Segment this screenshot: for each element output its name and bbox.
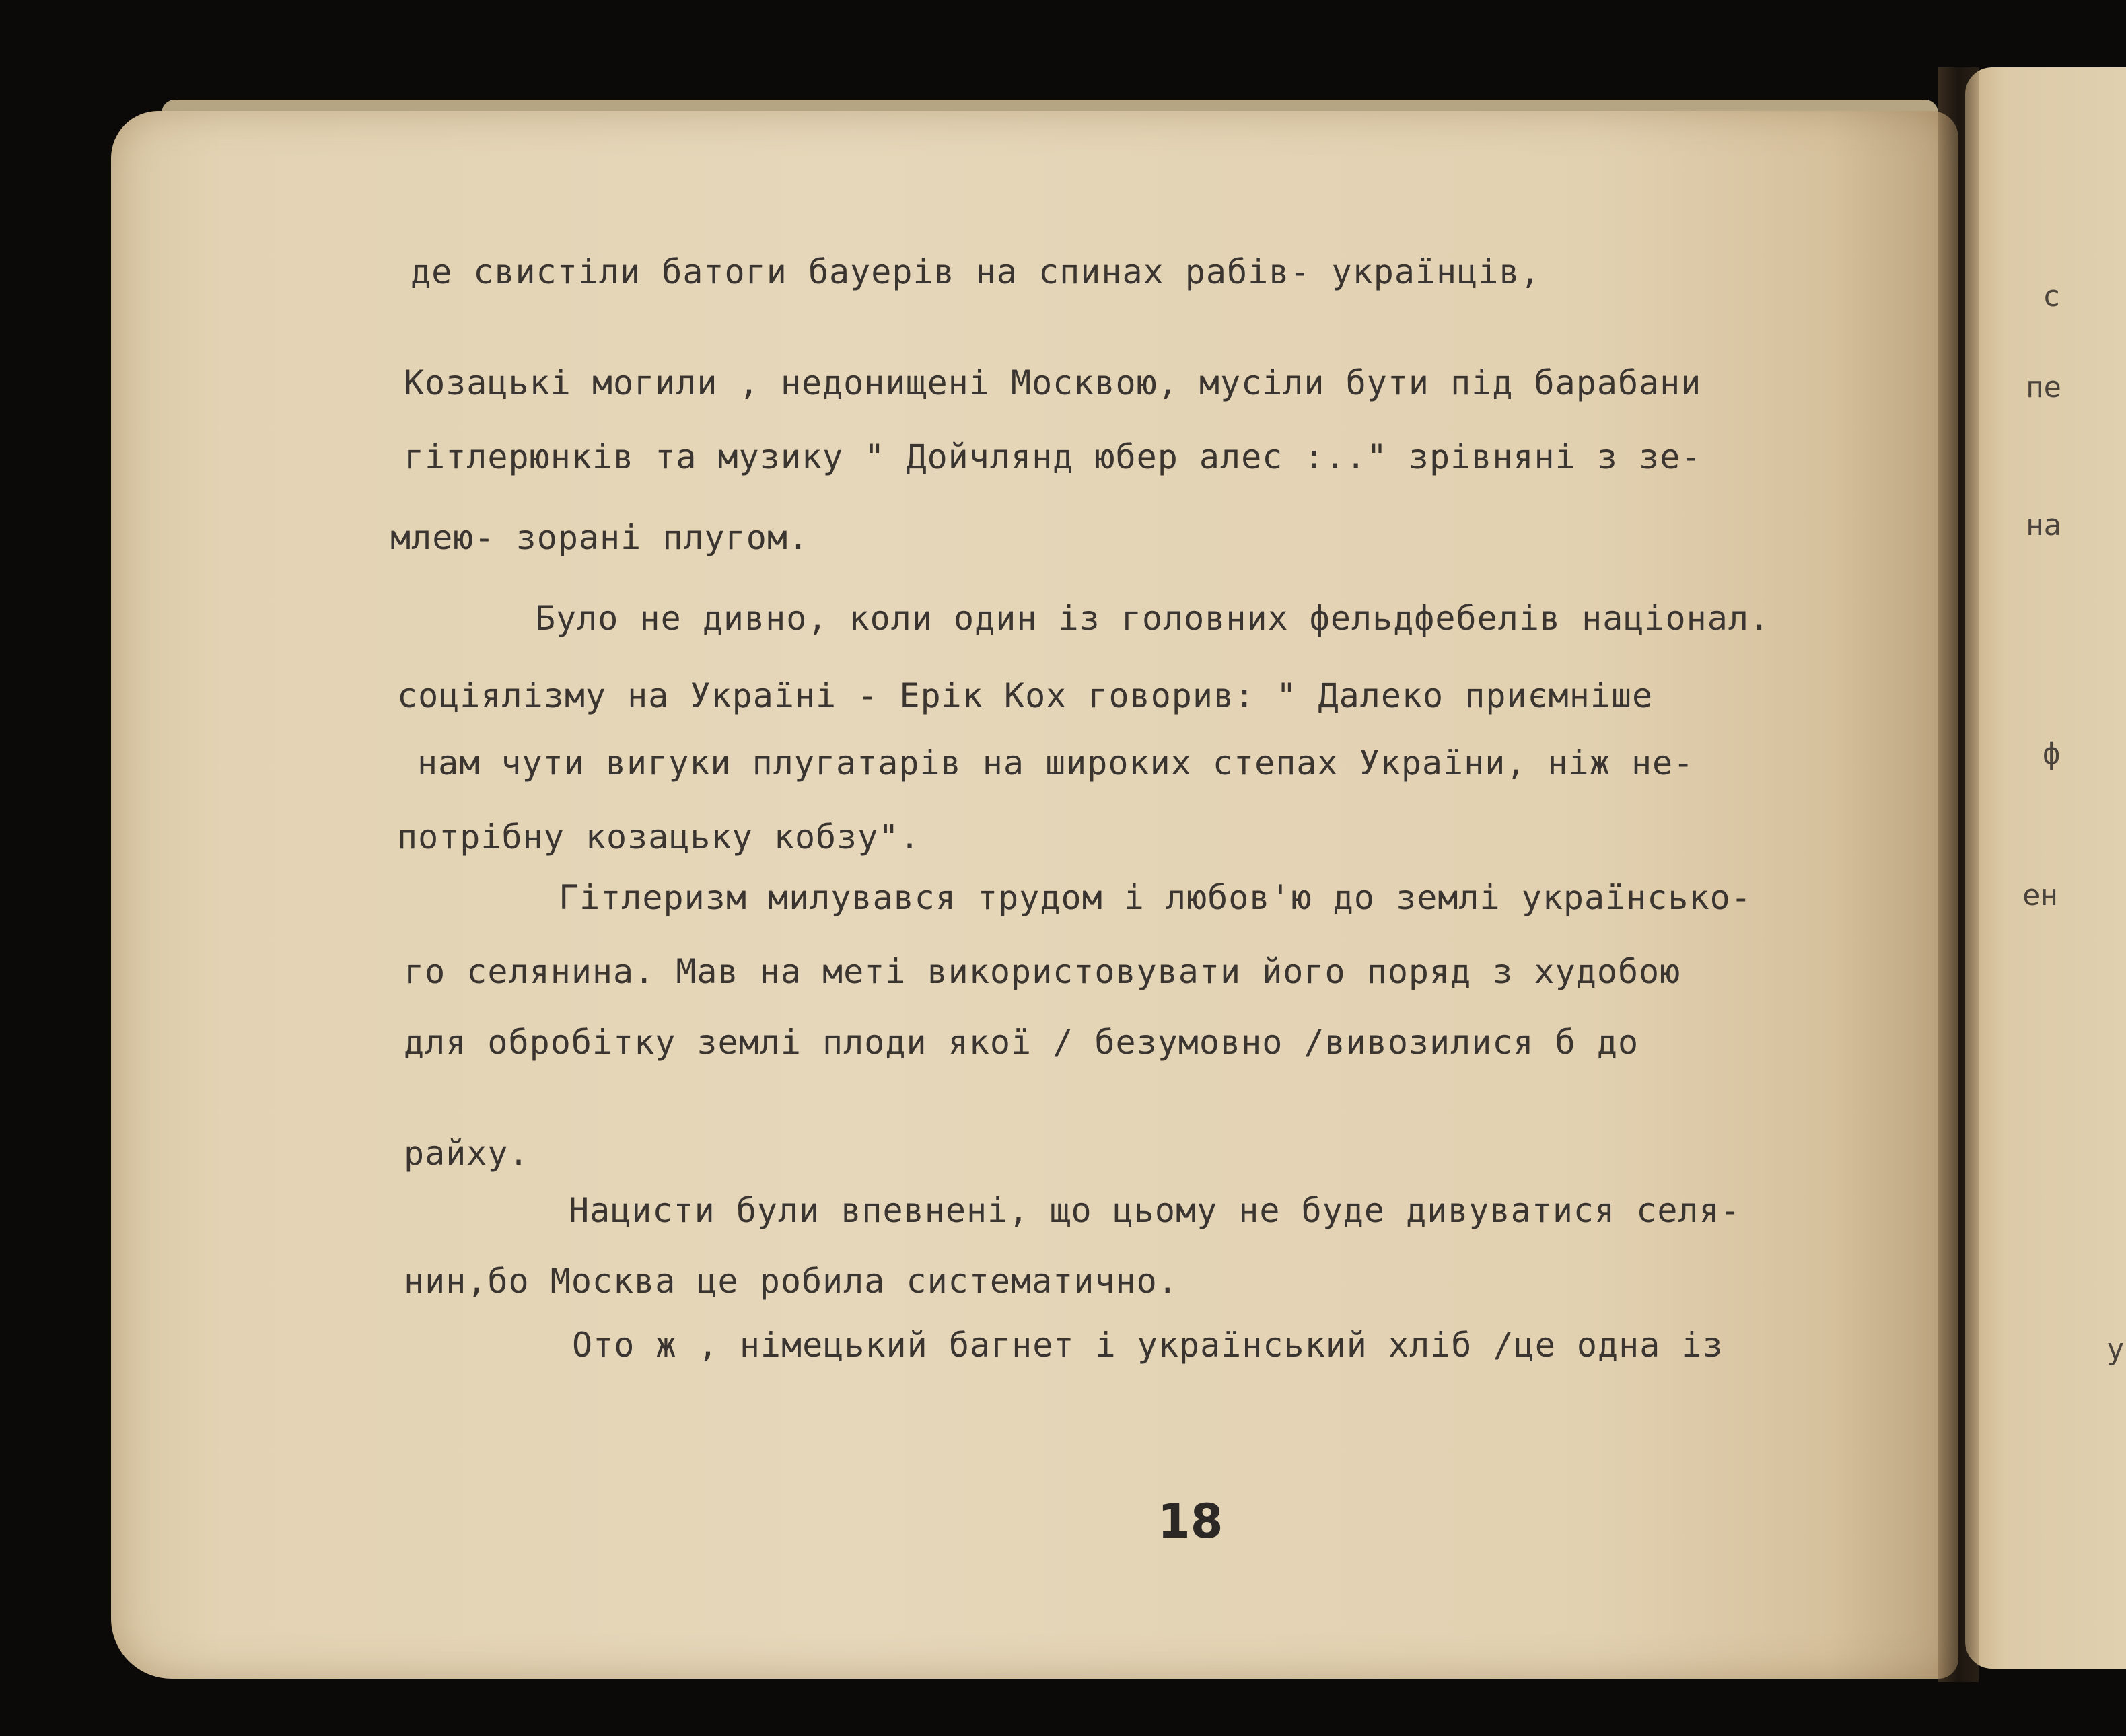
text-line: для обробітку землі плоди якої / безумовно /вивозилися б до [404, 1023, 1639, 1062]
text-line: Ото ж , німецький багнет і український хліб /це одна із [572, 1326, 1724, 1365]
right-page-fragment: пе [2026, 370, 2061, 404]
text-line: Гітлеризм милувався трудом і любов'ю до землі українсько- [559, 878, 1752, 917]
text-line: нин,бо Москва це робила систематично. [404, 1262, 1178, 1301]
text-line: нам чути вигуки плугатарів на широких степах України, ніж не- [417, 744, 1695, 783]
right-page [1965, 67, 2126, 1669]
text-line: Козацькі могили , недонищені Москвою, мусіли бути під барабани [404, 363, 1702, 402]
text-line: соціялізму на Україні - Ерік Кох говорив: " Далеко приємніше [397, 676, 1654, 715]
text-line: гітлерюнків та музику " Дойчлянд юбер алес :.." зрівняні з зе- [404, 437, 1702, 476]
text-line: Було не дивно, коли один із головних фельдфебелів націонал. [535, 599, 1771, 638]
text-line: де свистіли батоги бауерів на спинах рабів- українців, [411, 252, 1541, 291]
page-number: 18 [1158, 1494, 1224, 1549]
text-line: го селянина. Мав на меті використовувати його поряд з худобою [404, 952, 1681, 991]
book-gutter [1938, 67, 1979, 1682]
right-page-fragment: на [2026, 508, 2061, 542]
text-line: потрібну козацьку кобзу". [397, 818, 921, 857]
right-page-fragment: ф [2043, 737, 2061, 771]
text-line: Нацисти були впевнені, що цьому не буде дивуватися селя- [569, 1191, 1741, 1230]
text-line: млею- зорані плугом. [390, 518, 810, 557]
right-page-fragment: с [2043, 279, 2061, 314]
right-page-fragment: у [2106, 1332, 2125, 1367]
text-line: райху. [404, 1134, 530, 1173]
right-page-fragment: ен [2022, 878, 2058, 912]
